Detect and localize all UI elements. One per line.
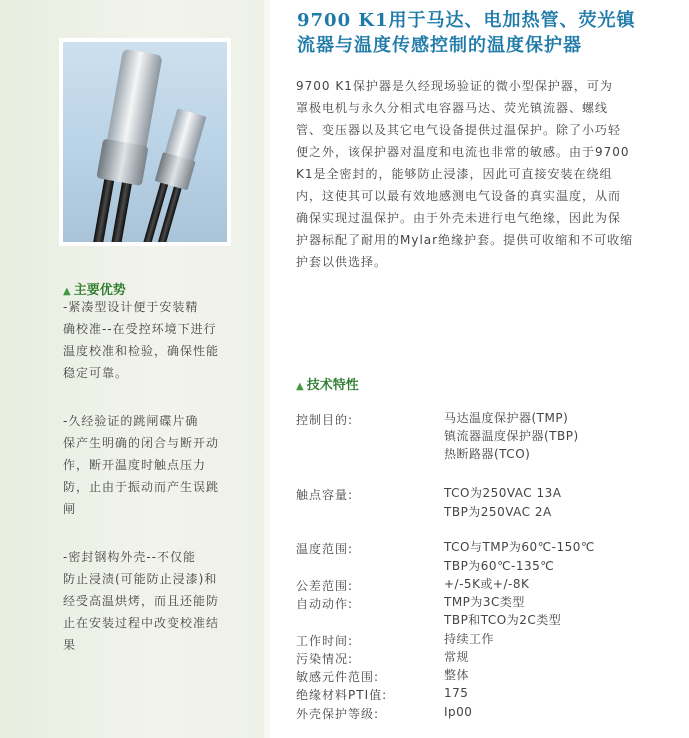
- tech-specs-heading-text: 技术特性: [306, 378, 359, 393]
- spec-value: TCO为250VAC 13A: [444, 486, 562, 500]
- sidebar-divider: [264, 0, 270, 738]
- product-photo: [63, 42, 227, 242]
- advantage-paragraph-2: -久经验证的跳闸碟片确 保产生明确的闭合与断开动 作，断开温度时触点压力 防，止由于振动而产生误跳 闸: [63, 414, 220, 516]
- spec-label: 温度范围:: [296, 542, 354, 556]
- spec-label: 工作时间:: [296, 634, 354, 648]
- spec-label: 公差范围:: [296, 579, 354, 593]
- spec-value: TCO与TMP为60℃-150℃: [444, 540, 595, 554]
- spec-value: TBP为60℃-135℃: [444, 559, 555, 573]
- page-title-line-1: 9700 K1用于马达、电加热管、荧光镇: [297, 10, 636, 31]
- thermal-protector-image: [63, 42, 227, 242]
- advantage-paragraph-3: -密封钢构外壳--不仅能 防止浸渍(可能防止浸漆)和 经受高温烘烤，而且还能防 止在安装过程中改变校准结 果: [63, 550, 220, 652]
- triangle-bullet-icon: ▲: [296, 381, 304, 392]
- spec-value: 整体: [444, 668, 470, 682]
- spec-value: 热断路器(TCO): [444, 447, 531, 461]
- spec-label: 控制目的:: [296, 413, 354, 427]
- spec-value: 175: [444, 686, 469, 700]
- triangle-bullet-icon: ▲: [63, 286, 71, 297]
- spec-value: 马达温度保护器(TMP): [444, 411, 569, 425]
- spec-value: TMP为3C类型: [444, 595, 525, 609]
- spec-label: 绝缘材料PTI值:: [296, 688, 388, 702]
- spec-value: 持续工作: [444, 632, 495, 646]
- spec-value: TBP为250VAC 2A: [444, 505, 552, 519]
- advantage-paragraph-1: -紧凑型设计便于安装精 确校准--在受控环境下进行 温度校准和检验，确保性能 稳定可靠。: [63, 300, 220, 380]
- page-title-line-2: 流器与温度传感控制的温度保护器: [297, 35, 582, 56]
- spec-label: 敏感元件范围:: [296, 670, 380, 684]
- spec-label: 触点容量:: [296, 488, 354, 502]
- spec-label: 外壳保护等级:: [296, 707, 380, 721]
- spec-value: +/-5K或+/-8K: [444, 577, 530, 591]
- spec-value: 常规: [444, 650, 470, 664]
- tech-specs-heading: [296, 374, 359, 393]
- product-photo-frame: [59, 38, 231, 246]
- intro-paragraph: 9700 K1保护器是久经现场验证的微小型保护器，可为 罩极电机与永久分相式电容器马达、荧光镇流器、螺线 管、变压器以及其它电气设备提供过温保护。除了小巧轻 便之外，该保护器对温度和电流也非常的敏感。由于9700 K1是全密封的，能够防止浸漆，因此可直接安装在绕组 内，这使其可以最有效地感测电气设备的真实温度，从而 确保实现过温保护。由于外壳未进行电气绝缘，因此为保 护器标配了耐用的Mylar绝缘护套。提供可收缩和不可收缩 护套以供选择。: [296, 79, 634, 269]
- advantages-heading-text: 主要优势: [73, 283, 126, 298]
- spec-label: 自动动作:: [296, 597, 354, 611]
- page-title: [297, 8, 636, 58]
- spec-value: 镇流器温度保护器(TBP): [444, 429, 579, 443]
- spec-value: Ip00: [444, 705, 473, 719]
- spec-label: 污染情况:: [296, 652, 354, 666]
- spec-value: TBP和TCO为2C类型: [444, 613, 562, 627]
